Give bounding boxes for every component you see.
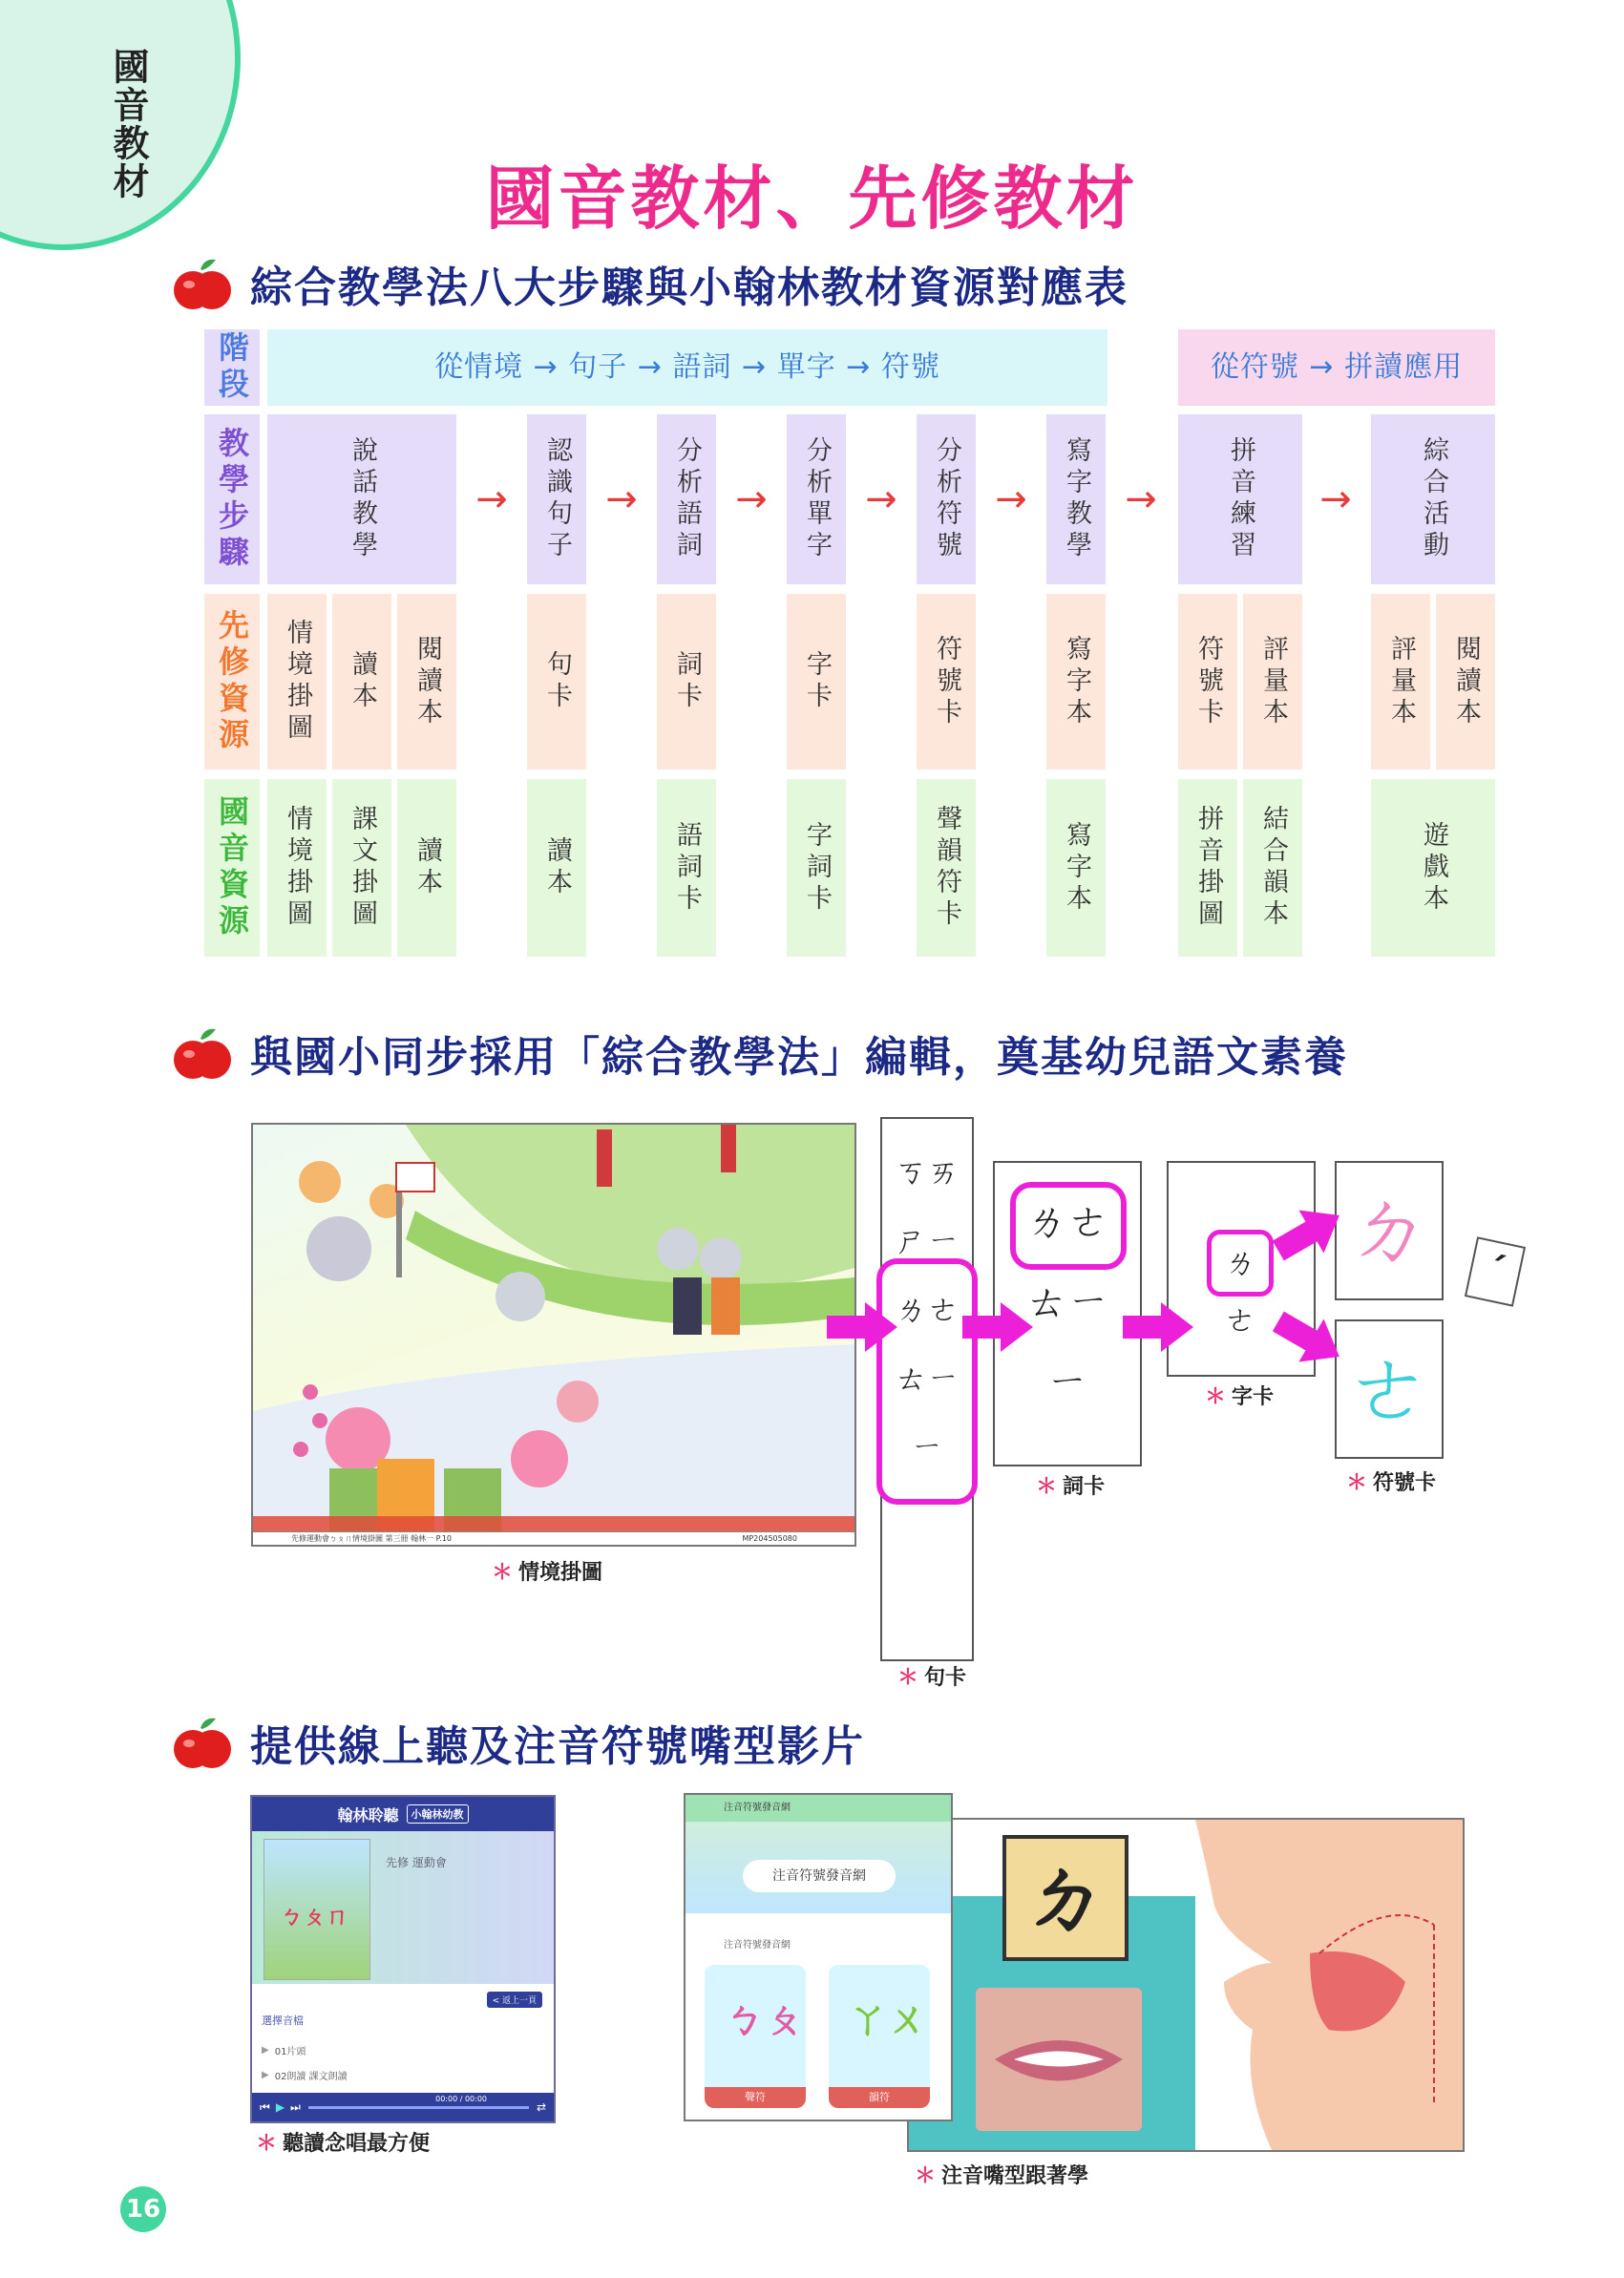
sentence-card-line: ㄕㄧ (895, 1222, 960, 1260)
page-number: 16 (120, 2186, 166, 2232)
lips-video (976, 1988, 1142, 2131)
symbol-card (1335, 1161, 1444, 1300)
poster-code: MP204505080 (742, 1534, 797, 1543)
site-banner (685, 1822, 951, 1913)
consonant-button[interactable]: ㄅㄆ 聲符 (705, 1965, 806, 2108)
section-title-2: 與國小同步採用「綜合教學法」編輯，奠基幼兒語文素養 (250, 1033, 1348, 1082)
guo-cell: 語詞卡 (657, 779, 716, 957)
guo-cell: 遊戲本 (1371, 779, 1495, 957)
arrow-right: → (1125, 477, 1157, 521)
mouth-video-frame (907, 1818, 1465, 2152)
highlight-frame (1010, 1182, 1127, 1270)
poster-caption: ＊ 情境掛圖 (492, 1561, 603, 1585)
symbol-card-text: ㄜ (1346, 1339, 1432, 1439)
next-icon[interactable]: ⏭ (290, 2099, 301, 2114)
poster-footer (253, 1531, 854, 1545)
section-heading-2 (172, 1020, 1348, 1086)
sentence-card-caption: ＊ 句卡 (897, 1666, 967, 1690)
word-card-line: ㄌㄜ (1025, 1197, 1109, 1246)
apple-icon (172, 1025, 233, 1081)
guo-cell: 寫字本 (1046, 779, 1106, 957)
lips-icon (976, 1988, 1142, 2131)
arrow-right: → (865, 477, 897, 521)
play-icon: ▶ (262, 2070, 269, 2080)
app-header (252, 1797, 554, 1831)
step-cell: 認識句子 (527, 414, 586, 584)
pre-cell: 字卡 (787, 594, 846, 770)
row-label-steps: 教學步驟 (204, 414, 260, 584)
section-title-3: 提供線上聽及注音符號嘴型影片 (250, 1722, 865, 1771)
repeat-icon[interactable]: ⇄ (536, 2100, 546, 2114)
play-icon: ▶ (262, 2045, 269, 2056)
stage-b: 從符號 → 拼讀應用 (1178, 329, 1495, 406)
step-cell: 綜合活動 (1371, 414, 1495, 584)
word-card-caption: ＊ 詞卡 (1036, 1475, 1106, 1499)
guo-cell: 課文掛圖 (332, 779, 391, 957)
app-title: 翰林聆聽 (337, 1805, 399, 1825)
step-cell: 拼音練習 (1178, 414, 1302, 584)
pre-cell: 閱讀本 (1436, 594, 1495, 770)
word-card-line: ㄊㄧ (1025, 1277, 1109, 1326)
section-title-1: 綜合教學法八大步驟與小翰林教材資源對應表 (250, 264, 1128, 312)
pre-cell: 評量本 (1243, 594, 1302, 770)
site-header: 注音符號發音網 (685, 1795, 951, 1822)
video-caption: ＊ 注音嘴型跟著學 (915, 2164, 1089, 2188)
phonetic-website (684, 1793, 953, 2121)
row-label-pre: 先修資源 (204, 594, 260, 770)
listening-app-screenshot (250, 1795, 556, 2123)
sentence-card-line: ㄧ (911, 1428, 943, 1466)
sentence-card-line: ㄊㄧ (895, 1360, 960, 1398)
guo-cell: 結合韻本 (1243, 779, 1302, 957)
arrow-right: → (475, 477, 508, 521)
pre-cell: 寫字本 (1046, 594, 1106, 770)
app-track-item[interactable]: ▶ 01片頭 (262, 2045, 306, 2057)
app-hero (252, 1831, 554, 1984)
app-select-label: 選擇音檔 (262, 2014, 304, 2027)
symbol-card-text: ㄉ (1346, 1180, 1432, 1280)
row-label-stage: 階段 (204, 329, 260, 406)
app-time: 00:00 / 00:00 (435, 2095, 487, 2103)
pre-cell: 詞卡 (657, 594, 716, 770)
app-back-button[interactable]: < 返上一頁 (487, 1992, 542, 2008)
pre-cell: 閱讀本 (397, 594, 456, 770)
symbol-card-caption: ＊ 符號卡 (1346, 1471, 1437, 1495)
poster-illustration (253, 1125, 854, 1545)
guo-cell: 讀本 (527, 779, 586, 957)
site-banner-title: 注音符號發音網 (743, 1860, 896, 1892)
word-card-line: ㄧ (1046, 1358, 1088, 1406)
vowel-button[interactable]: ㄚㄨ 韻符 (829, 1965, 930, 2108)
app-track-item[interactable]: ▶ 02朗讀 課文朗讀 (262, 2070, 348, 2082)
row-label-guo: 國音資源 (204, 779, 260, 957)
guo-cell: 情境掛圖 (267, 779, 327, 957)
pre-cell: 評量本 (1371, 594, 1430, 770)
site-subtitle: 注音符號發音網 (724, 1940, 791, 1951)
pre-cell: 符號卡 (1178, 594, 1237, 770)
step-cell: 說話教學 (267, 414, 456, 584)
tone-card-text: ˊ (1481, 1248, 1509, 1296)
arrow-right: → (1319, 477, 1352, 521)
app-caption: ＊ 聽讀念唱最方便 (256, 2132, 431, 2156)
progress-bar[interactable] (308, 2106, 529, 2109)
stage-a: 從情境 → 句子 → 語詞 → 單字 → 符號 (267, 329, 1107, 406)
arrow-right: → (995, 477, 1027, 521)
step-cell: 寫字教學 (1046, 414, 1106, 584)
pink-arrow-icon (959, 1300, 1035, 1354)
guo-cell: 聲韻符卡 (917, 779, 976, 957)
app-player-bar (252, 2093, 554, 2121)
corner-tab-label: 國音教材 (107, 48, 149, 200)
arrow-right: → (735, 477, 768, 521)
book-cover: ㄅㄆㄇ (264, 1839, 370, 1980)
guo-cell: 拼音掛圖 (1178, 779, 1237, 957)
pre-cell: 情境掛圖 (267, 594, 327, 770)
situation-poster (251, 1123, 856, 1547)
sentence-card-line: ㄎㄞ (895, 1153, 960, 1192)
tone-card (1465, 1236, 1526, 1306)
pink-arrow-icon (1119, 1300, 1195, 1354)
pre-cell: 符號卡 (917, 594, 976, 770)
pre-cell: 句卡 (527, 594, 586, 770)
poster-footer-text: 先修運動會ㄅㄆㄇ情境掛圖 第三冊 翰林一 P.10 (291, 1534, 452, 1543)
video-letter: ㄉ (1002, 1835, 1128, 1961)
step-cell: 分析語詞 (657, 414, 716, 584)
highlight-frame (876, 1258, 978, 1505)
pink-arrow-icon (823, 1300, 899, 1354)
page-title: 國音教材、先修教材 (485, 158, 1139, 239)
pre-cell: 讀本 (332, 594, 391, 770)
app-subtitle: 小翰林幼教 (407, 1804, 469, 1824)
char-card-text: ㄌㄜ (1207, 1230, 1274, 1297)
guo-cell: 字詞卡 (787, 779, 846, 957)
char-card-caption: ＊ 字卡 (1205, 1385, 1275, 1409)
guo-cell: 讀本 (397, 779, 456, 957)
step-cell: 分析符號 (917, 414, 976, 584)
sentence-card-line: ㄌㄜ (895, 1291, 960, 1329)
step-cell: 分析單字 (787, 414, 846, 584)
arrow-right: → (605, 477, 638, 521)
prev-icon[interactable]: ⏮ (260, 2099, 270, 2114)
section-heading-3 (172, 1709, 865, 1776)
apple-icon (172, 1715, 233, 1770)
teaching-steps-table (0, 0, 1624, 955)
play-button-icon[interactable]: ▶ (275, 2100, 285, 2114)
app-track-title: 先修 運動會 (386, 1856, 447, 1869)
